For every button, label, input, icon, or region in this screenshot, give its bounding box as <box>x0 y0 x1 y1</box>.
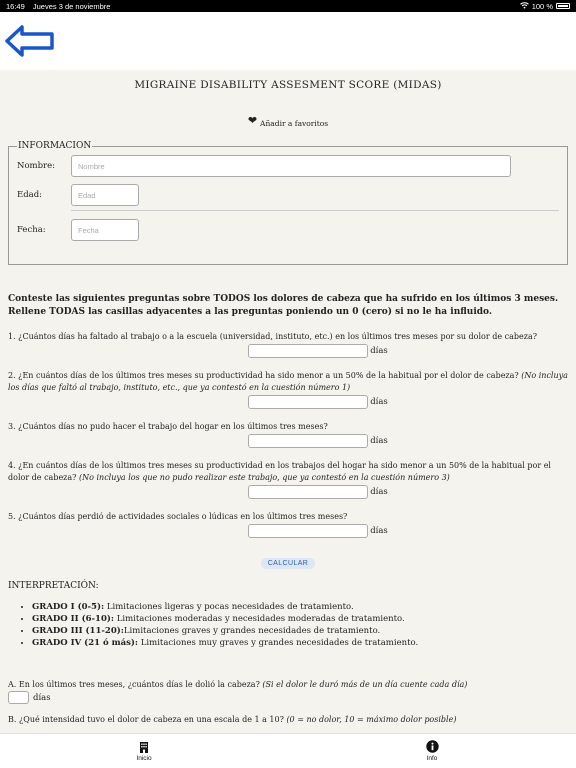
back-arrow-icon <box>4 24 56 58</box>
grade-description: Limitaciones muy graves y grandes necesidades de tratamiento. <box>138 638 419 648</box>
grade-label: GRADO I (0-5): <box>32 602 105 612</box>
question-1 <box>8 331 568 343</box>
page-title: MIGRAINE DISABILITY ASSESMENT SCORE (MIDAS) <box>134 79 442 91</box>
tab-info[interactable] <box>288 734 576 768</box>
tab-home[interactable] <box>0 734 288 768</box>
status-date: Jueves 3 de noviembre <box>32 1 111 11</box>
question-3-input[interactable] <box>248 434 368 448</box>
grade-description: Limitaciones moderadas y necesidades moderadas de tratamiento. <box>114 614 405 624</box>
question-unit: días <box>370 436 388 446</box>
question-text: 5. ¿Cuántos días perdió de actividades sociales o lúdicas en los últimos tres meses? <box>8 512 348 521</box>
question-b <box>8 714 568 726</box>
back-button[interactable] <box>4 24 56 58</box>
question-b-note: (0 = no dolor, 10 = máximo dolor posible) <box>286 715 457 724</box>
question-4-input[interactable] <box>248 485 368 499</box>
question-unit: días <box>370 526 388 536</box>
grade-label: GRADO IV (21 ó más): <box>32 638 139 648</box>
tab-bar <box>0 733 576 768</box>
question-a <box>8 679 568 691</box>
heart-icon: ❤ <box>247 114 258 127</box>
tab-home-label: Inicio <box>136 754 152 762</box>
question-unit: días <box>370 346 388 356</box>
building-icon <box>138 741 150 753</box>
status-bar <box>0 0 576 12</box>
question-note: (No incluya los días que faltó al trabajo, instituto, etc., que ya contestó en la cuestión número 1) <box>8 371 568 392</box>
grade-item <box>32 601 568 613</box>
name-input[interactable]: Nombre <box>71 155 511 177</box>
date-input[interactable]: Fecha <box>71 219 139 241</box>
question-text: 1. ¿Cuántos días ha faltado al trabajo o a la escuela (universidad, instituto, etc.) en los últimos tres meses por su dolor de cabeza? <box>8 332 538 341</box>
instructions <box>8 293 568 319</box>
wifi-icon <box>520 2 529 11</box>
grade-label: GRADO II (6-10): <box>32 614 115 624</box>
question-a-input[interactable] <box>8 691 29 704</box>
nav-bar <box>0 12 576 70</box>
scroll-content[interactable] <box>0 70 576 733</box>
question-unit: días <box>370 487 388 497</box>
question-2-input[interactable] <box>248 395 368 409</box>
favorite-label: Añadir a favoritos <box>260 119 329 128</box>
info-legend: INFORMACION <box>18 141 92 151</box>
name-label: Nombre: <box>17 161 56 171</box>
question-5-input[interactable] <box>248 524 368 538</box>
grade-item <box>32 613 568 625</box>
instructions-line-2: Rellene TODAS las casillas adyacentes a las preguntas poniendo un 0 (cero) si no le ha influido. <box>8 307 493 317</box>
grade-list <box>8 601 568 649</box>
battery-level: 100 % <box>531 1 553 11</box>
info-fieldset <box>8 141 568 265</box>
instructions-line-1: Conteste las siguientes preguntas sobre TODOS los dolores de cabeza que ha sufrido en los últimos 3 meses. <box>8 294 559 304</box>
add-favorite-button[interactable] <box>8 114 568 129</box>
age-input[interactable]: Edad <box>71 184 139 206</box>
grade-description: Limitaciones ligeras y pocas necesidades de tratamiento. <box>104 602 354 612</box>
grade-item <box>32 625 568 637</box>
question-text: 2. ¿En cuántos días de los últimos tres meses su productividad ha sido menor a un 50% de la habitual por el dolor de cabeza? <box>8 371 522 380</box>
info-icon <box>426 740 439 753</box>
question-text: 4. ¿En cuántos días de los últimos tres meses su productividad en los trabajos del hogar ha sido menor a un 50% de la habitual por el dolor de cabeza? <box>8 461 551 482</box>
grade-item <box>32 637 568 649</box>
question-1-input[interactable] <box>248 344 368 358</box>
question-2 <box>8 370 568 394</box>
calculate-button[interactable]: CALCULAR <box>261 558 316 569</box>
question-5 <box>8 511 568 523</box>
question-list <box>8 331 568 538</box>
question-note: (No incluya los que no pudo realizar este trabajo, que ya contestó en la cuestión número 3) <box>79 473 450 482</box>
question-3 <box>8 421 568 433</box>
status-time: 16:49 <box>6 1 25 11</box>
divider <box>71 210 559 211</box>
tab-info-label: Info <box>426 755 438 762</box>
interpretation-title: INTERPRETACIÓN: <box>8 581 99 591</box>
battery-icon <box>556 3 570 9</box>
grade-description: Limitaciones graves y grandes necesidades de tratamiento. <box>123 626 381 636</box>
question-b-text: B. ¿Qué intensidad tuvo el dolor de cabeza en una escala de 1 a 10? <box>8 715 287 724</box>
question-a-unit: días <box>33 692 51 703</box>
question-unit: días <box>370 397 388 407</box>
date-label: Fecha: <box>17 225 46 235</box>
age-label: Edad: <box>17 190 43 200</box>
question-a-text: A. En los últimos tres meses, ¿cuántos días le dolió la cabeza? <box>8 680 263 689</box>
question-text: 3. ¿Cuántos días no pudo hacer el trabajo del hogar en los últimos tres meses? <box>8 422 328 431</box>
question-a-note: (Si el dolor le duró más de un día cuente cada día) <box>262 680 468 689</box>
question-4 <box>8 460 568 484</box>
grade-label: GRADO III (11-20): <box>32 626 124 636</box>
